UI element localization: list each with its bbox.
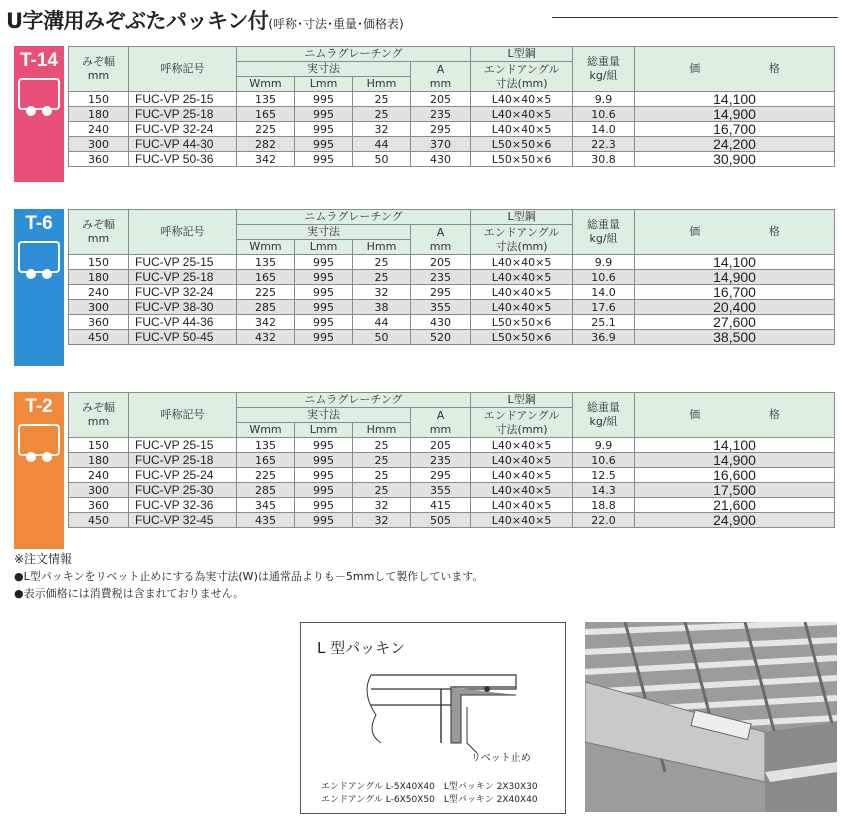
table-cell: 135 <box>237 255 295 270</box>
title-sub: (呼称･寸法･重量･価格表) <box>268 17 404 31</box>
table-cell: 995 <box>295 315 353 330</box>
table-cell: 135 <box>237 438 295 453</box>
table-cell: 435 <box>237 513 295 528</box>
table-cell: 995 <box>295 513 353 528</box>
table-row <box>69 513 835 528</box>
table-cell: 995 <box>295 453 353 468</box>
table-cell: 360 <box>69 315 129 330</box>
table-cell: 14.0 <box>573 285 635 300</box>
table-row <box>69 285 835 300</box>
table-cell: L50×50×6 <box>471 137 573 152</box>
col-l: Lmm <box>295 240 353 255</box>
table-cell: FUC-VP 32-24 <box>129 285 237 300</box>
table-cell: 225 <box>237 285 295 300</box>
table-cell: FUC-VP 25-18 <box>129 453 237 468</box>
table-cell: 10.6 <box>573 453 635 468</box>
title-row <box>6 5 836 31</box>
table-cell: 240 <box>69 468 129 483</box>
table-cell: 205 <box>411 438 471 453</box>
col-price: 価 格 <box>635 210 835 255</box>
table-cell: 285 <box>237 483 295 498</box>
col-angle: エンドアングル 寸法(mm) <box>471 408 573 438</box>
spec-table <box>68 46 835 167</box>
load-class-tab <box>14 46 64 182</box>
col-a: A mm <box>411 62 471 92</box>
table-row <box>69 152 835 167</box>
table-cell: 995 <box>295 270 353 285</box>
col-l: Lmm <box>295 77 353 92</box>
table-cell: 282 <box>237 137 295 152</box>
table-cell: 9.9 <box>573 255 635 270</box>
table-cell: 300 <box>69 483 129 498</box>
spec-table <box>68 392 835 528</box>
col-weight: 総重量 kg/組 <box>573 393 635 438</box>
spec-line-1: エンドアングル L-5X40X40 L型パッキン 2X30X30 <box>321 782 538 792</box>
table-cell: 17,500 <box>635 483 835 498</box>
table-row <box>69 122 835 137</box>
table-row <box>69 438 835 453</box>
col-a: A mm <box>411 408 471 438</box>
notes-heading: ※注文情報 <box>14 552 73 566</box>
table-cell: 32 <box>353 498 411 513</box>
col-width: みぞ幅 mm <box>69 47 129 92</box>
table-cell: 150 <box>69 92 129 107</box>
table-cell: 25 <box>353 255 411 270</box>
col-w: Wmm <box>237 423 295 438</box>
table-cell: 14.0 <box>573 122 635 137</box>
table-cell: 432 <box>237 330 295 345</box>
table-cell: FUC-VP 32-36 <box>129 498 237 513</box>
table-cell: FUC-VP 32-45 <box>129 513 237 528</box>
table-cell: 165 <box>237 107 295 122</box>
table-cell: 21,600 <box>635 498 835 513</box>
table-cell: 995 <box>295 300 353 315</box>
col-angle: エンドアングル 寸法(mm) <box>471 225 573 255</box>
table-cell: 360 <box>69 152 129 167</box>
table-cell: 25 <box>353 270 411 285</box>
vehicle-icon <box>18 78 60 110</box>
table-cell: FUC-VP 25-18 <box>129 270 237 285</box>
diagram-title: L 型パッキン <box>317 639 405 657</box>
table-cell: 995 <box>295 498 353 513</box>
col-h: Hmm <box>353 77 411 92</box>
col-h: Hmm <box>353 240 411 255</box>
page-title <box>6 5 404 35</box>
title-main: U字溝用みぞぶたパッキン付 <box>6 9 269 33</box>
col-grating: ニムラグレーチング <box>237 210 471 225</box>
table-cell: 995 <box>295 152 353 167</box>
col-steel: L型鋼 <box>471 393 573 408</box>
table-cell: FUC-VP 44-30 <box>129 137 237 152</box>
table-cell: 355 <box>411 300 471 315</box>
table-row <box>69 453 835 468</box>
table-cell: FUC-VP 38-30 <box>129 300 237 315</box>
table-cell: FUC-VP 25-15 <box>129 438 237 453</box>
table-cell: FUC-VP 25-30 <box>129 483 237 498</box>
table-cell: 20,400 <box>635 300 835 315</box>
table-cell: 16,700 <box>635 122 835 137</box>
col-a: A mm <box>411 225 471 255</box>
table-cell: 180 <box>69 453 129 468</box>
table-cell: 995 <box>295 255 353 270</box>
table-cell: 14.3 <box>573 483 635 498</box>
table-cell: 135 <box>237 92 295 107</box>
vehicle-icon <box>18 424 60 456</box>
load-class-code: T-2 <box>25 396 53 417</box>
table-cell: 342 <box>237 152 295 167</box>
table-row <box>69 330 835 345</box>
table-cell: 995 <box>295 122 353 137</box>
table-cell: L40×40×5 <box>471 513 573 528</box>
table-cell: 505 <box>411 513 471 528</box>
table-cell: 44 <box>353 137 411 152</box>
product-photo <box>585 622 837 812</box>
table-cell: 32 <box>353 285 411 300</box>
table-cell: L40×40×5 <box>471 300 573 315</box>
table-cell: 38 <box>353 300 411 315</box>
col-weight: 総重量 kg/組 <box>573 47 635 92</box>
table-cell: FUC-VP 25-15 <box>129 92 237 107</box>
table-cell: 300 <box>69 137 129 152</box>
title-rule <box>552 17 838 18</box>
table-cell: 520 <box>411 330 471 345</box>
col-h: Hmm <box>353 423 411 438</box>
table-cell: 430 <box>411 152 471 167</box>
table-cell: 16,700 <box>635 285 835 300</box>
table-cell: 995 <box>295 483 353 498</box>
col-model: 呼称記号 <box>129 210 237 255</box>
load-class-code: T-6 <box>25 213 53 234</box>
table-cell: 995 <box>295 137 353 152</box>
table-row <box>69 300 835 315</box>
table-cell: 235 <box>411 107 471 122</box>
table-cell: 150 <box>69 438 129 453</box>
table-cell: 25 <box>353 107 411 122</box>
table-cell: 36.9 <box>573 330 635 345</box>
table-cell: 225 <box>237 122 295 137</box>
table-cell: 450 <box>69 513 129 528</box>
table-row <box>69 137 835 152</box>
l-packing-diagram <box>300 622 566 814</box>
table-cell: L40×40×5 <box>471 92 573 107</box>
table-row <box>69 483 835 498</box>
table-cell: FUC-VP 25-24 <box>129 468 237 483</box>
table-cell: 14,100 <box>635 255 835 270</box>
table-cell: 38,500 <box>635 330 835 345</box>
table-cell: 205 <box>411 255 471 270</box>
table-row <box>69 255 835 270</box>
table-cell: 18.8 <box>573 498 635 513</box>
table-cell: 235 <box>411 453 471 468</box>
table-cell: 24,900 <box>635 513 835 528</box>
col-grating: ニムラグレーチング <box>237 47 471 62</box>
table-cell: L40×40×5 <box>471 122 573 137</box>
table-cell: 27,600 <box>635 315 835 330</box>
table-cell: L40×40×5 <box>471 438 573 453</box>
table-cell: 450 <box>69 330 129 345</box>
spec-table <box>68 209 835 345</box>
table-cell: 180 <box>69 270 129 285</box>
table-cell: FUC-VP 50-45 <box>129 330 237 345</box>
table-cell: 25 <box>353 468 411 483</box>
table-cell: 295 <box>411 285 471 300</box>
note-1: ●L型パッキンをリベット止めにする為実寸法(W)は通常品よりも－5mmして製作しています。 <box>14 570 484 583</box>
col-actual: 実寸法 <box>237 225 411 240</box>
table-cell: 10.6 <box>573 107 635 122</box>
table-cell: 25.1 <box>573 315 635 330</box>
table-cell: 25 <box>353 483 411 498</box>
table-cell: 995 <box>295 285 353 300</box>
table-cell: 300 <box>69 300 129 315</box>
col-angle: エンドアングル 寸法(mm) <box>471 62 573 92</box>
table-cell: 295 <box>411 468 471 483</box>
note-2: ●表示価格には消費税は含まれておりません。 <box>14 587 245 600</box>
table-cell: 10.6 <box>573 270 635 285</box>
table-cell: 345 <box>237 498 295 513</box>
table-cell: 30.8 <box>573 152 635 167</box>
table-cell: 17.6 <box>573 300 635 315</box>
table-cell: 44 <box>353 315 411 330</box>
table-cell: L40×40×5 <box>471 255 573 270</box>
table-cell: 32 <box>353 513 411 528</box>
notes <box>14 551 483 602</box>
table-cell: 235 <box>411 270 471 285</box>
load-class-tab <box>14 209 64 366</box>
table-cell: FUC-VP 50-36 <box>129 152 237 167</box>
table-cell: 360 <box>69 498 129 513</box>
table-cell: 14,100 <box>635 438 835 453</box>
load-class-code: T-14 <box>19 50 59 71</box>
col-grating: ニムラグレーチング <box>237 393 471 408</box>
table-cell: 240 <box>69 285 129 300</box>
col-steel: L型鋼 <box>471 47 573 62</box>
col-actual: 実寸法 <box>237 62 411 77</box>
table-cell: 342 <box>237 315 295 330</box>
table-cell: 285 <box>237 300 295 315</box>
table-cell: 9.9 <box>573 92 635 107</box>
table-cell: 14,900 <box>635 270 835 285</box>
table-cell: 180 <box>69 107 129 122</box>
col-l: Lmm <box>295 423 353 438</box>
spec-line-2: エンドアングル L-6X50X50 L型パッキン 2X40X40 <box>321 795 538 805</box>
table-cell: L40×40×5 <box>471 453 573 468</box>
col-price: 価 格 <box>635 393 835 438</box>
table-row <box>69 107 835 122</box>
table-cell: 150 <box>69 255 129 270</box>
table-cell: 50 <box>353 152 411 167</box>
table-cell: 14,900 <box>635 453 835 468</box>
table-cell: 32 <box>353 122 411 137</box>
table-cell: 295 <box>411 122 471 137</box>
table-cell: 430 <box>411 315 471 330</box>
vehicle-icon <box>18 241 60 273</box>
table-row <box>69 498 835 513</box>
table-cell: 225 <box>237 468 295 483</box>
table-row <box>69 315 835 330</box>
table-cell: L50×50×6 <box>471 315 573 330</box>
table-cell: 995 <box>295 330 353 345</box>
table-cell: L50×50×6 <box>471 152 573 167</box>
table-cell: 995 <box>295 468 353 483</box>
table-cell: L40×40×5 <box>471 483 573 498</box>
table-cell: L50×50×6 <box>471 330 573 345</box>
table-cell: 25 <box>353 453 411 468</box>
table-cell: 24,200 <box>635 137 835 152</box>
table-cell: 995 <box>295 438 353 453</box>
col-model: 呼称記号 <box>129 47 237 92</box>
table-cell: L40×40×5 <box>471 468 573 483</box>
table-cell: 14,100 <box>635 92 835 107</box>
table-cell: 16,600 <box>635 468 835 483</box>
table-cell: 995 <box>295 92 353 107</box>
table-row <box>69 92 835 107</box>
table-cell: 995 <box>295 107 353 122</box>
col-steel: L型鋼 <box>471 210 573 225</box>
table-cell: FUC-VP 25-18 <box>129 107 237 122</box>
grating-photo-drawing <box>585 622 837 812</box>
table-cell: FUC-VP 44-36 <box>129 315 237 330</box>
table-cell: 14,900 <box>635 107 835 122</box>
table-cell: 12.5 <box>573 468 635 483</box>
col-model: 呼称記号 <box>129 393 237 438</box>
table-cell: 240 <box>69 122 129 137</box>
load-class-tab <box>14 392 64 549</box>
col-w: Wmm <box>237 77 295 92</box>
col-price: 価 格 <box>635 47 835 92</box>
table-cell: 165 <box>237 270 295 285</box>
table-cell: L40×40×5 <box>471 285 573 300</box>
rivet-label: リベット止め <box>471 753 531 764</box>
col-actual: 実寸法 <box>237 408 411 423</box>
table-cell: 50 <box>353 330 411 345</box>
table-cell: L40×40×5 <box>471 270 573 285</box>
col-w: Wmm <box>237 240 295 255</box>
table-cell: 9.9 <box>573 438 635 453</box>
table-cell: 165 <box>237 453 295 468</box>
col-width: みぞ幅 mm <box>69 393 129 438</box>
table-cell: 22.0 <box>573 513 635 528</box>
table-row <box>69 468 835 483</box>
table-cell: L40×40×5 <box>471 498 573 513</box>
table-row <box>69 270 835 285</box>
table-cell: 370 <box>411 137 471 152</box>
table-cell: FUC-VP 25-15 <box>129 255 237 270</box>
table-cell: 25 <box>353 92 411 107</box>
col-weight: 総重量 kg/組 <box>573 210 635 255</box>
table-cell: 355 <box>411 483 471 498</box>
table-cell: FUC-VP 32-24 <box>129 122 237 137</box>
table-cell: 30,900 <box>635 152 835 167</box>
table-cell: 22.3 <box>573 137 635 152</box>
table-cell: 25 <box>353 438 411 453</box>
table-cell: 205 <box>411 92 471 107</box>
table-cell: L40×40×5 <box>471 107 573 122</box>
col-width: みぞ幅 mm <box>69 210 129 255</box>
table-cell: 415 <box>411 498 471 513</box>
